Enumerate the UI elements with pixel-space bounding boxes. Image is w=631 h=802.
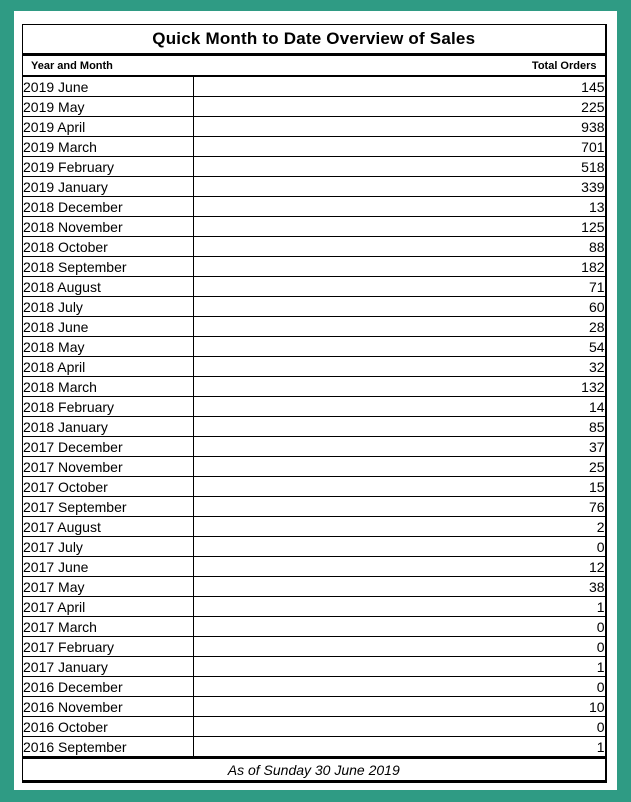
month-cell: 2018 August	[23, 277, 194, 297]
table-body	[23, 25, 606, 782]
month-cell: 2017 May	[23, 577, 194, 597]
table-row	[23, 497, 606, 517]
table-row	[23, 697, 606, 717]
month-cell: 2018 June	[23, 317, 194, 337]
table-row	[23, 317, 606, 337]
month-cell: 2017 August	[23, 517, 194, 537]
month-cell: 2018 September	[23, 257, 194, 277]
month-cell: 2017 June	[23, 557, 194, 577]
month-cell: 2018 January	[23, 417, 194, 437]
orders-cell: 145	[194, 76, 606, 97]
table-row	[23, 257, 606, 277]
orders-cell: 0	[194, 637, 606, 657]
table-row	[23, 357, 606, 377]
month-cell: 2017 February	[23, 637, 194, 657]
table-row	[23, 677, 606, 697]
table-row	[23, 597, 606, 617]
table-row	[23, 137, 606, 157]
table-row	[23, 397, 606, 417]
month-cell: 2016 December	[23, 677, 194, 697]
orders-cell: 518	[194, 157, 606, 177]
month-cell: 2018 May	[23, 337, 194, 357]
month-cell: 2016 November	[23, 697, 194, 717]
orders-cell: 13	[194, 197, 606, 217]
month-cell: 2017 January	[23, 657, 194, 677]
table-row	[23, 417, 606, 437]
month-cell: 2019 March	[23, 137, 194, 157]
orders-cell: 938	[194, 117, 606, 137]
month-cell: 2019 February	[23, 157, 194, 177]
orders-cell: 60	[194, 297, 606, 317]
orders-cell: 701	[194, 137, 606, 157]
table-row	[23, 277, 606, 297]
orders-cell: 12	[194, 557, 606, 577]
orders-cell: 14	[194, 397, 606, 417]
table-row	[23, 437, 606, 457]
column-header-row	[23, 55, 606, 77]
footer-row	[23, 758, 606, 782]
month-cell: 2018 December	[23, 197, 194, 217]
table-row	[23, 97, 606, 117]
month-cell: 2016 October	[23, 717, 194, 737]
report-footer: As of Sunday 30 June 2019	[23, 758, 606, 782]
column-header-total-orders: Total Orders	[194, 55, 606, 77]
table-row	[23, 177, 606, 197]
month-cell: 2017 October	[23, 477, 194, 497]
month-cell: 2018 October	[23, 237, 194, 257]
table-row	[23, 717, 606, 737]
table-row	[23, 377, 606, 397]
column-header-year-month: Year and Month	[23, 55, 194, 77]
month-cell: 2018 July	[23, 297, 194, 317]
month-cell: 2018 November	[23, 217, 194, 237]
orders-cell: 0	[194, 617, 606, 637]
orders-cell: 15	[194, 477, 606, 497]
title-row	[23, 25, 606, 55]
table-row	[23, 737, 606, 758]
orders-cell: 1	[194, 597, 606, 617]
month-cell: 2017 April	[23, 597, 194, 617]
table-row	[23, 517, 606, 537]
month-cell: 2017 December	[23, 437, 194, 457]
table-row	[23, 237, 606, 257]
orders-cell: 0	[194, 677, 606, 697]
month-cell: 2017 March	[23, 617, 194, 637]
orders-cell: 2	[194, 517, 606, 537]
orders-cell: 1	[194, 737, 606, 758]
month-cell: 2017 September	[23, 497, 194, 517]
table-row	[23, 617, 606, 637]
orders-cell: 38	[194, 577, 606, 597]
orders-cell: 0	[194, 537, 606, 557]
month-cell: 2018 February	[23, 397, 194, 417]
report-page	[14, 11, 617, 790]
table-row	[23, 337, 606, 357]
orders-cell: 85	[194, 417, 606, 437]
table-row	[23, 76, 606, 97]
month-cell: 2016 September	[23, 737, 194, 758]
orders-cell: 37	[194, 437, 606, 457]
orders-cell: 54	[194, 337, 606, 357]
orders-cell: 225	[194, 97, 606, 117]
orders-cell: 32	[194, 357, 606, 377]
orders-cell: 182	[194, 257, 606, 277]
orders-cell: 76	[194, 497, 606, 517]
month-cell: 2019 January	[23, 177, 194, 197]
orders-cell: 71	[194, 277, 606, 297]
orders-cell: 1	[194, 657, 606, 677]
orders-cell: 339	[194, 177, 606, 197]
table-row	[23, 157, 606, 177]
month-cell: 2019 June	[23, 76, 194, 97]
orders-cell: 125	[194, 217, 606, 237]
orders-cell: 25	[194, 457, 606, 477]
month-cell: 2017 July	[23, 537, 194, 557]
table-row	[23, 557, 606, 577]
report-title: Quick Month to Date Overview of Sales	[23, 25, 606, 55]
orders-cell: 28	[194, 317, 606, 337]
table-row	[23, 117, 606, 137]
table-row	[23, 217, 606, 237]
table-row	[23, 457, 606, 477]
table-row	[23, 577, 606, 597]
table-row	[23, 637, 606, 657]
month-cell: 2019 May	[23, 97, 194, 117]
orders-cell: 132	[194, 377, 606, 397]
orders-cell: 10	[194, 697, 606, 717]
orders-cell: 0	[194, 717, 606, 737]
orders-cell: 88	[194, 237, 606, 257]
table-row	[23, 657, 606, 677]
table-row	[23, 197, 606, 217]
table-row	[23, 537, 606, 557]
month-cell: 2018 March	[23, 377, 194, 397]
table-row	[23, 297, 606, 317]
month-cell: 2018 April	[23, 357, 194, 377]
report-table	[22, 24, 607, 783]
table-row	[23, 477, 606, 497]
month-cell: 2017 November	[23, 457, 194, 477]
month-cell: 2019 April	[23, 117, 194, 137]
